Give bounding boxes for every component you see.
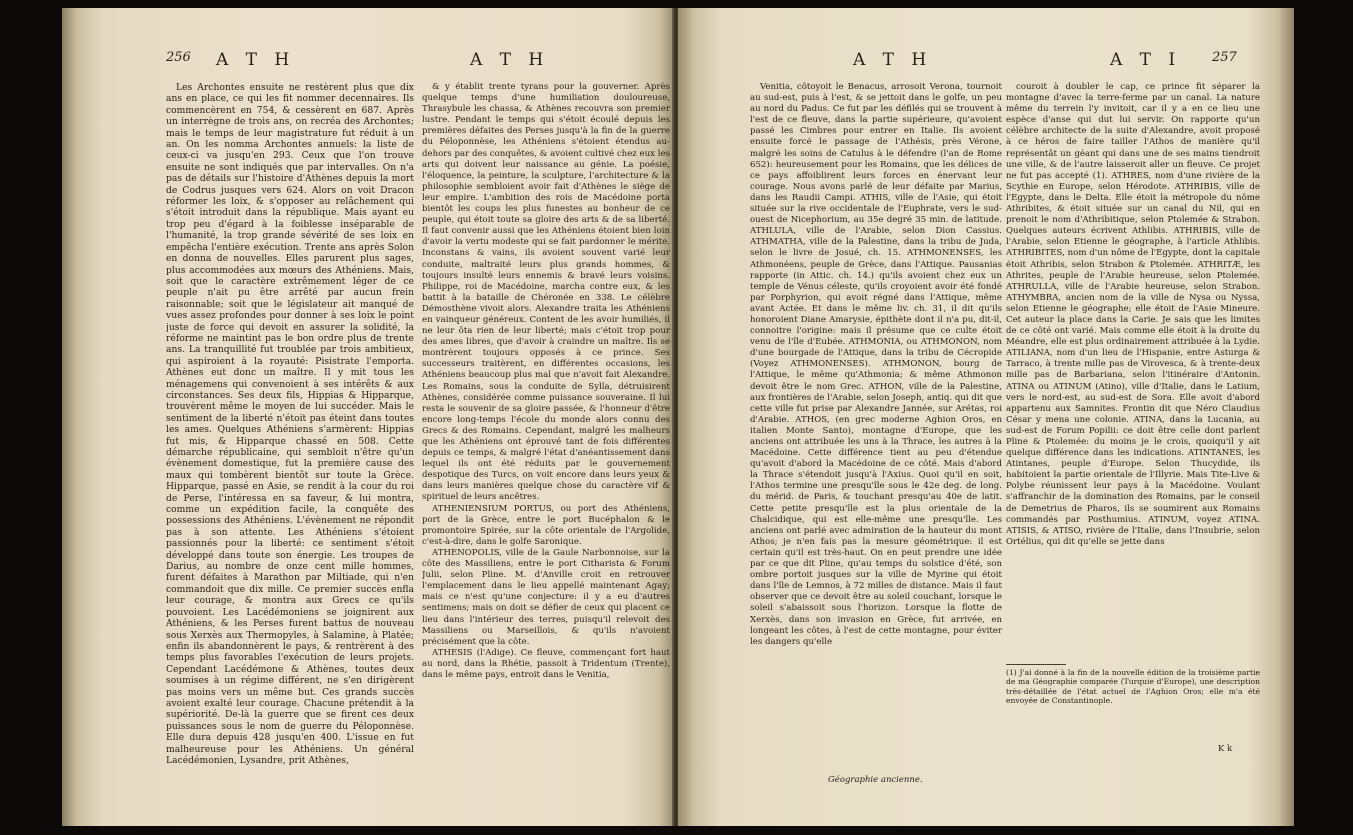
- entry-athenopolis: ATHENOPOLIS, ville de la Gaule Narbonnoise, sur la côte des Massiliens, entre le port Citharista & Forum Julii, selon Pline. M. d'Anville croit en retrouver l'emplacement dans le lieu appellé maintenant Agay; mais ce n'est qu'une conjecture: il y a eu d'autres sentimens; mais on doit se défier de ceux qui placent ce lieu dans l'intérieur des terres, puisqu'il relevoit des Massiliens ou Marseillois, & qu'ils n'avoient précisément que la côte.: [422, 547, 670, 647]
- column-text: couroit à doubler le cap, ce prince fit séparer la montagne d'avec la terre-ferme par un canal. La nature même du terrein l'y invitoit, car il y a en ce lieu une espèce d'anse qui dut lui servir. On rapporte qu'un célèbre architecte de la suite d'Alexandre, avoit proposé à ce héros de faire tailler l'Athos de manière qu'il représentât un géant qui dans une de ses mains tiendroit une ville, & de l'autre laisseroit aller un fleuve. Ce projet ne fut pas accepté (1). ATHRES, nom d'une rivière de la Scythie en Europe, selon Hérodote. ATHRIBIS, ville de l'Egypte, dans le Delta. Elle étoit la métropole du nôme Athribites, & étoit située sur un canal du Nil, qui en prenoit le nom d'Athribitique, selon Ptolemée & Strabon. Quelques auteurs écrivent Athlibis. ATHRIBIS, ville de l'Arabie, selon Etienne le géographe, à l'article Athlibis. ATHRIBITES, nom d'un nôme de l'Egypte, dont la capitale étoit Athribis, selon Strabon & Ptolemée. ATHRITÆ, les Athrites, peuple de l'Arabie heureuse, selon Ptolemée. ATHRULLA, ville de l'Arabie heureuse, selon Strabon. ATHYMBRA, ancien nom de la ville de Nysa ou Nyssa, selon Etienne le géographe; elle étoit de l'Asie Mineure. Cet auteur la place dans la Carie. Je sais que les limites de ce côté ont varié. Mais comme elle étoit à la droite du Méandre, elle est plus ordinairement attribuée à la Lydie. ATILIANA, nom d'un lieu de l'Hispanie, entre Asturga & Tarraco, à trente mille pas de Virovesca, & à trente-deux mille pas de Barbariana, selon l'itinéraire d'Antonin. ATINA ou ATINUM (Atino), ville d'Italie, dans le Latium, vers le nord-est, au sud-est de Sora. Elle avoit d'abord appartenu aux Samnites. Frontin dit que Néro Claudius César y mena une colonie. ATINA, dans la Lucania, au sud-est de Forum Popilii: ce doit être celle dont parlent Pline & Ptolemée: du moins je le crois, quoiqu'il y ait quelque différence dans les indications. ATINTANES, les Atintanes, peuple d'Europe. Selon Thucydide, ils habitoient la partie orientale de l'Illyrie. Mais Tite-Live & Polybe réunissent leur pays à la Macédoine. Voulant s'affranchir de la domination des Romains, par le conseil de Demetrius de Pharos, ils se soumirent aux Romains commandés par Posthumius. ATINUM, voyez ATINA. ATISIS, & ATISO, rivière de l'Italie, dans l'Insubrie, selon Ortélius, qui dit qu'elle se jette dans: [1006, 82, 1260, 547]
- entry-athenienium-portus: ATHENIENSIUM PORTUS, ou port des Athéniens, port de la Grèce, entre le port Bucéphalon & le promontoire Spirée, sur la côte orientale de l'Argolide, c'est-à-dire, dans le golfe Saronique.: [422, 503, 670, 547]
- right-column-2: [1006, 82, 1260, 662]
- left-column-2: [422, 82, 670, 772]
- left-running-head: [62, 50, 674, 76]
- footnote: [1006, 664, 1260, 706]
- right-running-head: [678, 50, 1294, 76]
- right-column-1: [750, 82, 1002, 772]
- right-headword-center: A T H: [853, 50, 933, 70]
- left-column-1: [166, 82, 414, 772]
- open-book: [62, 8, 1294, 826]
- left-page-number: 256: [166, 50, 191, 65]
- signature-mark: K k: [1218, 744, 1233, 754]
- right-headword: A T I: [1110, 50, 1182, 70]
- column-text: Les Archontes ensuite ne restèrent plus que dix ans en place, ce qui les fit nommer decennaires. Ils commencèrent en 754, & cessèrent en 687. Après un interrègne de trois ans, on recréa des Archontes; mais le temps de leur magistrature fut réduit à un an. On les nomma Archontes annuels: la liste de ceux-ci va jusqu'en 293. Ceux que l'on trouve ensuite ne sont indiqués que par intervalles. On n'a pas de détails sur l'histoire d'Athènes depuis la mort de Codrus jusques vers 624. Alors on voit Dracon réformer les loix, & s'opposer au relâchement qui s'étoit introduit dans la république. Mais ayant eu trop peu d'égard à la foiblesse inséparable de l'humanité, la trop grande sévérité de ses loix en empêcha l'entière exécution. Trente ans après Solon en donna de nouvelles. Elles parurent plus sages, plus accommodées aux mœurs des Athéniens. Mais, soit que le caractère extrêmement léger de ce peuple n'ait pu être arrêté par aucun frein raisonnable; soit que le législateur ait manqué de vues assez profondes pour donner à ses loix le point juste de force qui devoit en assurer la solidité, la réforme ne maintint pas le bon ordre plus de trente ans. La tranquillité fut troublée par trois ambitieux, qui aspiroient à la royauté: Pisistrate l'emporta. Athènes eut donc un maître. Il y mit tous les ménagemens qui convenoient à ses intérêts & aux circonstances. Ses deux fils, Hippias & Hipparque, trouvèrent même le moyen de lui succéder. Mais le sentiment de la liberté n'étoit pas éteint dans toutes les ames. Quelques Athéniens s'armèrent: Hippias fut mis, & Hipparque chassé en 508. Cette démarche républicaine, qui sembloit n'être qu'un évènement domestique, fut la première cause des maux qui tombèrent bientôt sur toute la Grèce. Hipparque, passé en Asie, se rendit à la cour du roi de Perse, l'intéressa en sa faveur, & lui montra, comme un expédition facile, la conquête des possessions des Athéniens. L'évènement ne répondit pas à son attente. Les Athéniens s'étoient passionnés pour la liberté: ce sentiment s'étoit développé dans toute son énergie. Les troupes de Darius, au nombre de onze cent mille hommes, furent défaites à Marathon par Miltiade, qui n'en commandoit que dix mille. Ce premier succès enfla leur courage, & montra aux Grecs ce qu'ils pouvoient. Les Lacédémoniens se joignirent aux Athéniens, & les Perses furent battus de nouveau sous Xerxès aux Thermopyles, à Salamine, à Platée; enfin ils abandonnèrent le pays, & rentrèrent à des temps plus favorables l'exécution de leurs projets. Cependant Lacédémone & Athènes, toutes deux soumises à un régime différent, ne s'en dirigèrent pas moins vers un même but. Ces grands succès avoient exalté leur courage. Chacune prétendit à la supériorité. De-là la guerre que se firent ces deux puissances sous le nom de guerre du Péloponnèse. Elle dura depuis 428 jusqu'en 400. L'issue en fut malheureuse pour les Athéniens. Un général Lacédémonien, Lysandre, prit Athènes,: [166, 82, 414, 766]
- left-headword: A T H: [216, 50, 296, 70]
- catchword: Géographie ancienne.: [828, 775, 923, 785]
- column-text: Venitia, côtoyoit le Benacus, arrosoit Verona, tournoit au sud-est, puis à l'est, & se jettoit dans le golfe, un peu au nord du Padus. Ce fut par les défilés qui se trouvent à l'est de ce fleuve, dans la partie supérieure, qu'avoient passé les Cimbres pour entrer en Italie. Ils avoient ensuite forcé le passage de l'Athésis, près Vérone, malgré les soins de Catulus à le défendre (l'an de Rome 652): heureusement pour les Romains, que les délices de ce pays affoiblirent leurs forces en énervant leur courage. Nous avons parlé de leur défaite par Marius, dans les Raudii Campi. ATHIS, ville de l'Asie, qui étoit située sur la rive occidentale de l'Euphrate, vers le sud-ouest de Nicephorium, au 35e degré 35 min. de latitude. ATHLULA, ville de l'Arabie, selon Dion Cassius. ATHMATHA, ville de la Palestine, dans la tribu de Juda, selon le livre de Josué, ch. 15. ATHMONENSES, les Athmonéens, peuple de Grèce, dans l'Attique. Pausanias rapporte (in Attic. ch. 14.) qu'ils avoient chez eux un temple de Vénus céleste, qu'ils croyoient avoir été fondé par Porphyrion, qui avoit régné dans l'Attique, même avant Actée. Et dans le même liv. ch. 31, il dit qu'ils honoroient Diane Amarysie, épithète dont il n'a pu, dit-il, connoitre l'origine: mais il présume que ce culte étoit venu de l'île d'Eubée. ATHMONIA, ou ATHMONON, nom d'une bourgade de l'Attique, dans la tribu de Cécropide (Voyez ATHMONENSES). ATHMONON, bourg de l'Attique, le même qu'Athmonia; & même Athmonon devoit être le nom Grec. ATHON, ville de la Palestine, aux frontières de l'Arabie, selon Joseph, antiq. qui dit que cette ville fut prise par Alexandre Jannée, sur Arétas, roi d'Arabie. ATHOS, (en grec moderne Aghion Oros, en italien Monte Santo), montagne d'Europe, que les anciens ont attribuée les uns à la Thrace, les autres à la Macédoine. Cette différence tient au peu d'étendue qu'avoit d'abord la Macédoine de ce côté. Mais d'abord la Thrace s'étendoit jusqu'à l'Axius. Quoi qu'il en soit, l'Athos termine une presqu'île sous le 42e deg. de long. du mérid. de Paris, & touchant presqu'au 40e de latit. Cette petite presqu'île est la plus orientale de la Chalcidique, qui est elle-même une presqu'île. Les anciens ont parlé avec admiration de la hauteur du mont Athos; je n'en fais pas la mesure géométrique: il est certain qu'il est très-haut. On en peut prendre une idée par ce que dit Pline, qu'au temps du solstice d'été, son ombre portoit jusques sur la ville de Myrine qui étoit dans l'île de Lemnos, à 72 milles de distance. Mais il faut observer que ce devoit être au soleil couchant, lorsque le soleil s'abaissoit sous l'horizon. Lorsque la flotte de Xerxès, dans son invasion en Grèce, fut arrivée, en longeant les côtes, à l'est de cette montagne, pour éviter les dangers qu'elle: [750, 82, 1002, 647]
- entry-athesis: ATHESIS (l'Adige). Ce fleuve, commençant fort haut au nord, dans la Rhétie, passoit à Tridentum (Trente), dans le même pays, entroit dans le Venitia,: [422, 647, 670, 680]
- footnote-text: (1) J'ai donné à la fin de la nouvelle édition de la troisième partie de ma Géographie comparée (Turquie d'Europe), une description très-détaillée de l'état actuel de l'Aghion Oros; elle m'a été envoyée de Constantinople.: [1006, 668, 1260, 706]
- footnote-rule: [1006, 664, 1066, 665]
- column-text: & y établit trente tyrans pour la gouverner. Après quelque temps d'une humiliation douloureuse, Thrasybule les chassa, & Athènes recouvra son premier lustre. Pendant le temps qui s'étoit écoulé depuis les premières défaites des Perses jusqu'à la fin de la guerre du Péloponnèse, les Athéniens s'étoient étendus au-dehors par des conquêtes, & avoient cultivé chez eux les arts qui doivent leur naissance au génie. La poésie, l'éloquence, la peinture, la sculpture, l'architecture & la philosophie sembloient avoir fait d'Athènes le siège de leur empire. L'ambition des rois de Macédoine porta bientôt les coups les plus funestes au bonheur de ce peuple, qui étoit toute sa gloire des arts & de sa liberté. Il faut convenir aussi que les Athéniens étoient bien loin d'avoir la vertu modeste qui se fait pardonner le mérite. Inconstans & vains, ils avoient souvent varié leur conduite, maltraité leurs plus grands hommes, & toujours insulté leurs ennemis & bravé leurs voisins. Philippe, roi de Macédoine, marcha contre eux, & les battit à la bataille de Chéronée en 338. Le célèbre Démosthène vivoit alors. Alexandre traita les Athéniens en vainqueur généreux. Content de les avoir humiliés, il ne leur ôta rien de leur liberté; mais c'étoit trop pour des ames libres, que d'avoir à craindre un maître. Ils se montrèrent toujours opposés à ce prince. Ses successeurs traitèrent, en différentes occasions, les Athéniens beaucoup plus mal que n'avoit fait Alexandre. Les Romains, sous la conduite de Sylla, détruisirent Athènes, considérée comme puissance souveraine. Il lui resta le souvenir de sa gloire passée, & l'honneur d'être encore long-temps l'école du monde alors connu des Grecs & des Romains. Cependant, malgré les malheurs que les Athéniens ont éprouvé tant de fois différentes depuis ce temps, & malgré l'état d'anéantissement dans lequel ils ont été réduits par le gouvernement despotique des Turcs, on voit encore dans leurs yeux & dans leurs manières quelque chose du caractère vif & spirituel de leurs ancêtres.: [422, 82, 670, 503]
- left-page: [62, 8, 674, 826]
- right-page-number: 257: [1212, 50, 1237, 65]
- right-page: [678, 8, 1294, 826]
- left-headword-center: A T H: [470, 50, 550, 70]
